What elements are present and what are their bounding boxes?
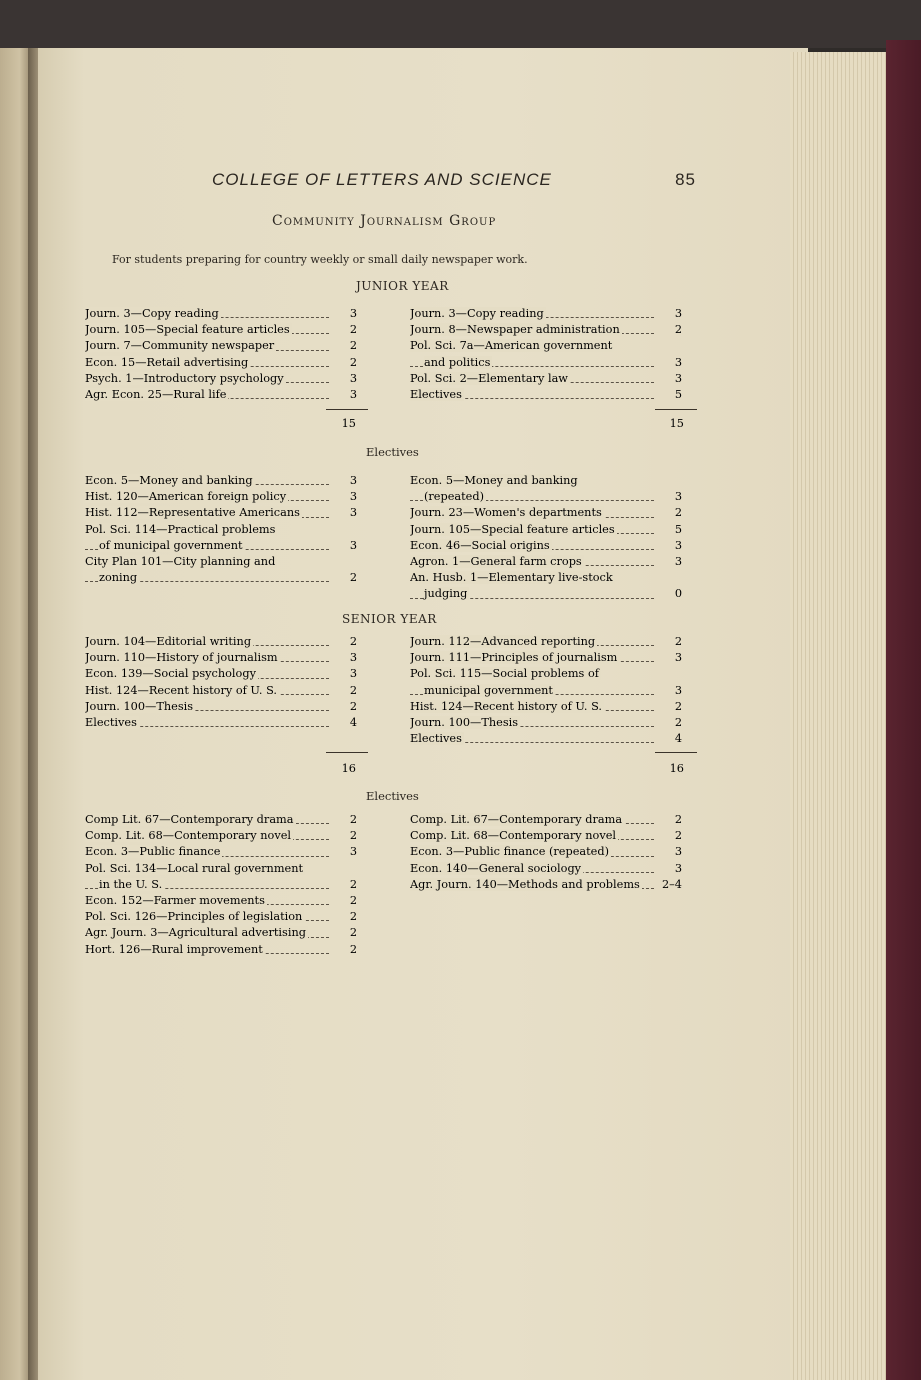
course-row bbox=[85, 683, 357, 699]
course-name bbox=[85, 570, 329, 586]
course-row bbox=[410, 683, 682, 699]
course-row bbox=[85, 505, 357, 521]
course-name bbox=[85, 812, 329, 828]
course-name bbox=[85, 909, 329, 925]
course-title: Pol. Sci. 7a—American government bbox=[410, 339, 613, 353]
course-row bbox=[410, 387, 682, 403]
course-title: Hort. 126—Rural improvement bbox=[85, 942, 263, 956]
course-title: Electives bbox=[410, 387, 462, 401]
course-title: zoning bbox=[99, 571, 138, 585]
course-name bbox=[410, 844, 654, 860]
course-title: Hist. 124—Recent history of U. S. bbox=[410, 699, 603, 713]
course-credits: 4 bbox=[349, 715, 357, 729]
course-row bbox=[85, 828, 357, 844]
course-name bbox=[85, 844, 329, 860]
course-title: Journ. 104—Editorial writing bbox=[85, 635, 252, 648]
course-credits: 2 bbox=[349, 355, 357, 369]
facing-page-edge bbox=[0, 48, 28, 1380]
course-title: Journ. 3—Copy reading bbox=[410, 307, 544, 320]
course-title: Journ. 105—Special feature articles bbox=[85, 323, 290, 337]
course-row bbox=[410, 505, 682, 521]
course-row bbox=[85, 666, 357, 682]
senior-left-total-rule bbox=[326, 752, 368, 753]
course-title: Agr. Journ. 140—Methods and problems bbox=[410, 877, 640, 891]
course-title: municipal government bbox=[424, 683, 553, 697]
course-title: Econ. 5—Money and banking bbox=[410, 474, 578, 487]
course-row bbox=[85, 355, 357, 371]
course-name bbox=[85, 893, 329, 909]
course-name bbox=[410, 666, 654, 682]
course-credits: 3 bbox=[349, 387, 357, 401]
course-name bbox=[85, 338, 329, 354]
course-row bbox=[410, 322, 682, 338]
course-credits: 3 bbox=[674, 538, 682, 552]
course-credits: 2 bbox=[349, 910, 357, 924]
senior-electives-right bbox=[410, 812, 682, 893]
junior-year-heading: JUNIOR YEAR bbox=[356, 279, 449, 293]
course-title: Econ. 140—General sociology bbox=[410, 861, 582, 875]
course-title: Pol. Sci. 134—Local rural government bbox=[85, 861, 304, 875]
course-name bbox=[85, 554, 329, 570]
course-title: Econ. 3—Public finance (repeated) bbox=[410, 845, 610, 859]
course-credits: 2 bbox=[349, 683, 357, 697]
senior-right-courses bbox=[410, 634, 682, 747]
course-credits: 2 bbox=[674, 635, 682, 648]
course-row bbox=[410, 473, 682, 489]
junior-right-total-rule bbox=[655, 409, 697, 410]
course-credits: 3 bbox=[349, 371, 357, 385]
course-row bbox=[85, 812, 357, 828]
course-credits: 2 bbox=[349, 813, 357, 826]
course-name bbox=[85, 666, 329, 682]
course-title: and politics bbox=[424, 355, 491, 369]
course-row bbox=[85, 570, 357, 586]
course-credits: 3 bbox=[674, 490, 682, 504]
course-name bbox=[85, 387, 329, 403]
course-title: City Plan 101—City planning and bbox=[85, 554, 276, 568]
course-credits: 3 bbox=[349, 490, 357, 504]
course-name bbox=[410, 877, 654, 893]
course-name bbox=[85, 925, 329, 941]
course-credits: 2 bbox=[349, 323, 357, 337]
course-row bbox=[410, 371, 682, 387]
course-title: Journ. 100—Thesis bbox=[85, 699, 194, 713]
course-row bbox=[410, 828, 682, 844]
running-title: COLLEGE OF LETTERS AND SCIENCE bbox=[212, 170, 552, 189]
course-credits: 4 bbox=[674, 732, 682, 746]
course-credits: 2 bbox=[674, 813, 682, 826]
course-title: Journ. 8—Newspaper administration bbox=[410, 323, 620, 337]
book-gutter bbox=[28, 48, 38, 1380]
course-row bbox=[85, 371, 357, 387]
course-credits: 2 bbox=[349, 699, 357, 713]
course-row bbox=[85, 699, 357, 715]
senior-right-total-rule bbox=[655, 752, 697, 753]
course-title: Comp. Lit. 67—Contemporary drama bbox=[410, 813, 623, 826]
junior-right-total: 15 bbox=[669, 417, 684, 430]
course-row bbox=[410, 586, 682, 602]
course-title: Journ. 100—Thesis bbox=[410, 715, 519, 729]
course-row bbox=[410, 489, 682, 505]
junior-electives-right bbox=[410, 473, 682, 603]
course-credits: 3 bbox=[349, 538, 357, 552]
course-row bbox=[410, 634, 682, 650]
course-row bbox=[85, 338, 357, 354]
course-title: Comp. Lit. 68—Contemporary novel bbox=[85, 829, 292, 843]
course-credits: 3 bbox=[349, 506, 357, 520]
course-title: Journ. 111—Principles of journalism bbox=[410, 651, 618, 665]
course-row bbox=[410, 355, 682, 371]
course-row bbox=[85, 522, 357, 538]
course-name bbox=[410, 489, 654, 505]
course-title: Journ. 112—Advanced reporting bbox=[410, 635, 596, 648]
course-row bbox=[410, 522, 682, 538]
course-credits: 3 bbox=[349, 845, 357, 859]
course-row bbox=[85, 925, 357, 941]
course-credits: 2 bbox=[674, 829, 682, 843]
intro-text: For students preparing for country weekly or small daily newspaper work. bbox=[112, 253, 528, 266]
senior-left-courses bbox=[85, 634, 357, 731]
course-title: Pol. Sci. 126—Principles of legislation bbox=[85, 910, 303, 924]
course-credits: 2 bbox=[674, 715, 682, 729]
page-number: 85 bbox=[675, 170, 696, 189]
course-title: Journ. 3—Copy reading bbox=[85, 307, 219, 320]
course-row bbox=[85, 634, 357, 650]
senior-left-total: 16 bbox=[341, 762, 356, 775]
course-row bbox=[410, 570, 682, 586]
junior-left-total: 15 bbox=[341, 417, 356, 430]
junior-electives-heading: Electives bbox=[366, 445, 419, 459]
course-name bbox=[410, 322, 654, 338]
course-title: An. Husb. 1—Elementary live-stock bbox=[410, 571, 613, 585]
course-name bbox=[85, 355, 329, 371]
course-name bbox=[410, 861, 654, 877]
course-title: Econ. 139—Social psychology bbox=[85, 667, 256, 681]
course-name bbox=[410, 538, 654, 554]
course-credits: 0 bbox=[674, 587, 682, 601]
course-credits: 5 bbox=[674, 387, 682, 401]
course-name bbox=[410, 387, 654, 403]
course-credits: 3 bbox=[674, 355, 682, 369]
course-name bbox=[85, 942, 329, 958]
course-name bbox=[410, 338, 654, 354]
course-title: Comp Lit. 67—Contemporary drama bbox=[85, 813, 294, 826]
course-credits: 3 bbox=[349, 651, 357, 665]
course-title: Hist. 112—Representative Americans bbox=[85, 506, 300, 520]
book-cover bbox=[886, 40, 921, 1380]
course-row bbox=[85, 715, 357, 731]
course-name bbox=[85, 538, 329, 554]
course-credits: 3 bbox=[674, 683, 682, 697]
course-row bbox=[85, 554, 357, 570]
course-row bbox=[85, 306, 357, 322]
course-name bbox=[85, 371, 329, 387]
group-title: Community Journalism Group bbox=[272, 213, 497, 229]
course-row bbox=[85, 844, 357, 860]
course-credits: 2 bbox=[349, 926, 357, 940]
course-credits: 2 bbox=[349, 942, 357, 956]
course-credits: 3 bbox=[674, 861, 682, 875]
course-row bbox=[410, 666, 682, 682]
course-row bbox=[85, 650, 357, 666]
course-name bbox=[85, 715, 329, 731]
course-name bbox=[410, 715, 654, 731]
course-row bbox=[85, 893, 357, 909]
course-credits: 2 bbox=[674, 323, 682, 337]
course-name bbox=[410, 731, 654, 747]
course-title: Econ. 5—Money and banking bbox=[85, 474, 253, 487]
course-credits: 2 bbox=[674, 699, 682, 713]
page-edges bbox=[790, 52, 886, 1380]
course-name bbox=[85, 522, 329, 538]
course-name bbox=[85, 489, 329, 505]
course-row bbox=[85, 322, 357, 338]
course-name bbox=[410, 306, 654, 322]
senior-year-heading: SENIOR YEAR bbox=[342, 612, 437, 626]
course-name bbox=[85, 699, 329, 715]
course-row bbox=[85, 387, 357, 403]
course-row bbox=[410, 699, 682, 715]
course-name bbox=[85, 650, 329, 666]
course-name bbox=[410, 586, 654, 602]
course-name bbox=[85, 861, 329, 877]
course-row bbox=[410, 338, 682, 354]
course-row bbox=[85, 489, 357, 505]
course-title: (repeated) bbox=[424, 490, 485, 504]
course-title: Pol. Sci. 115—Social problems of bbox=[410, 667, 599, 681]
course-row bbox=[410, 538, 682, 554]
course-name bbox=[85, 877, 329, 893]
course-credits: 2 bbox=[349, 339, 357, 353]
course-row bbox=[85, 877, 357, 893]
course-name bbox=[410, 355, 654, 371]
course-title: Journ. 110—History of journalism bbox=[85, 651, 278, 665]
course-credits: 2 bbox=[349, 893, 357, 907]
course-name bbox=[410, 570, 654, 586]
course-name bbox=[85, 683, 329, 699]
course-title: Journ. 23—Women's departments bbox=[410, 506, 602, 520]
course-row bbox=[85, 942, 357, 958]
course-title: Econ. 152—Farmer movements bbox=[85, 893, 265, 907]
course-title: Econ. 46—Social origins bbox=[410, 538, 550, 552]
course-row bbox=[410, 306, 682, 322]
background-top bbox=[0, 0, 921, 48]
course-credits: 2 bbox=[349, 635, 357, 648]
course-row bbox=[410, 731, 682, 747]
course-name bbox=[410, 371, 654, 387]
course-row bbox=[410, 715, 682, 731]
course-name bbox=[410, 634, 654, 650]
course-name bbox=[410, 650, 654, 666]
course-name bbox=[85, 473, 329, 489]
senior-electives-heading: Electives bbox=[366, 789, 419, 803]
junior-right-courses bbox=[410, 306, 682, 403]
course-row bbox=[410, 650, 682, 666]
course-row bbox=[410, 861, 682, 877]
course-credits: 3 bbox=[674, 554, 682, 568]
senior-right-total: 16 bbox=[669, 762, 684, 775]
course-title: Electives bbox=[410, 732, 462, 746]
course-name bbox=[410, 522, 654, 538]
course-title: Comp. Lit. 68—Contemporary novel bbox=[410, 829, 617, 843]
course-credits: 2–4 bbox=[661, 877, 682, 891]
course-name bbox=[410, 554, 654, 570]
course-row bbox=[85, 861, 357, 877]
course-title: Hist. 120—American foreign policy bbox=[85, 490, 287, 504]
course-title: Journ. 7—Community newspaper bbox=[85, 339, 275, 353]
course-row bbox=[410, 844, 682, 860]
course-credits: 3 bbox=[674, 845, 682, 859]
running-head bbox=[126, 170, 706, 190]
course-name bbox=[410, 473, 654, 489]
course-name bbox=[410, 828, 654, 844]
course-credits: 2 bbox=[674, 506, 682, 520]
course-title: Electives bbox=[85, 715, 137, 729]
junior-left-total-rule bbox=[326, 409, 368, 410]
course-row bbox=[85, 473, 357, 489]
course-name bbox=[410, 505, 654, 521]
course-credits: 3 bbox=[674, 371, 682, 385]
course-credits: 3 bbox=[349, 667, 357, 681]
course-title: in the U. S. bbox=[99, 877, 163, 891]
course-name bbox=[410, 683, 654, 699]
course-row bbox=[410, 877, 682, 893]
course-title: Hist. 124—Recent history of U. S. bbox=[85, 683, 278, 697]
course-title: of municipal government bbox=[99, 538, 243, 552]
course-row bbox=[410, 812, 682, 828]
course-credits: 3 bbox=[349, 474, 357, 487]
junior-electives-left bbox=[85, 473, 357, 586]
course-credits: 5 bbox=[674, 522, 682, 536]
course-name bbox=[85, 306, 329, 322]
junior-left-courses bbox=[85, 306, 357, 403]
course-credits: 2 bbox=[349, 571, 357, 585]
course-title: Agr. Econ. 25—Rural life bbox=[85, 387, 227, 401]
course-title: Psych. 1—Introductory psychology bbox=[85, 371, 284, 385]
course-title: Econ. 3—Public finance bbox=[85, 845, 221, 859]
course-credits: 2 bbox=[349, 829, 357, 843]
course-name bbox=[410, 812, 654, 828]
course-title: Agr. Journ. 3—Agricultural advertising bbox=[85, 926, 306, 940]
course-title: Econ. 15—Retail advertising bbox=[85, 355, 249, 369]
course-credits: 3 bbox=[674, 651, 682, 665]
course-title: Journ. 105—Special feature articles bbox=[410, 522, 615, 536]
course-title: judging bbox=[424, 587, 468, 601]
course-name bbox=[410, 699, 654, 715]
course-name bbox=[85, 634, 329, 650]
course-row bbox=[410, 554, 682, 570]
course-credits: 3 bbox=[674, 307, 682, 320]
course-title: Agron. 1—General farm crops bbox=[410, 554, 582, 568]
senior-electives-left bbox=[85, 812, 357, 958]
course-credits: 2 bbox=[349, 877, 357, 891]
course-row bbox=[85, 909, 357, 925]
course-title: Pol. Sci. 114—Practical problems bbox=[85, 522, 276, 536]
course-title: Pol. Sci. 2—Elementary law bbox=[410, 371, 568, 385]
course-name bbox=[85, 322, 329, 338]
course-name bbox=[85, 505, 329, 521]
course-row bbox=[85, 538, 357, 554]
course-name bbox=[85, 828, 329, 844]
course-credits: 3 bbox=[349, 307, 357, 320]
